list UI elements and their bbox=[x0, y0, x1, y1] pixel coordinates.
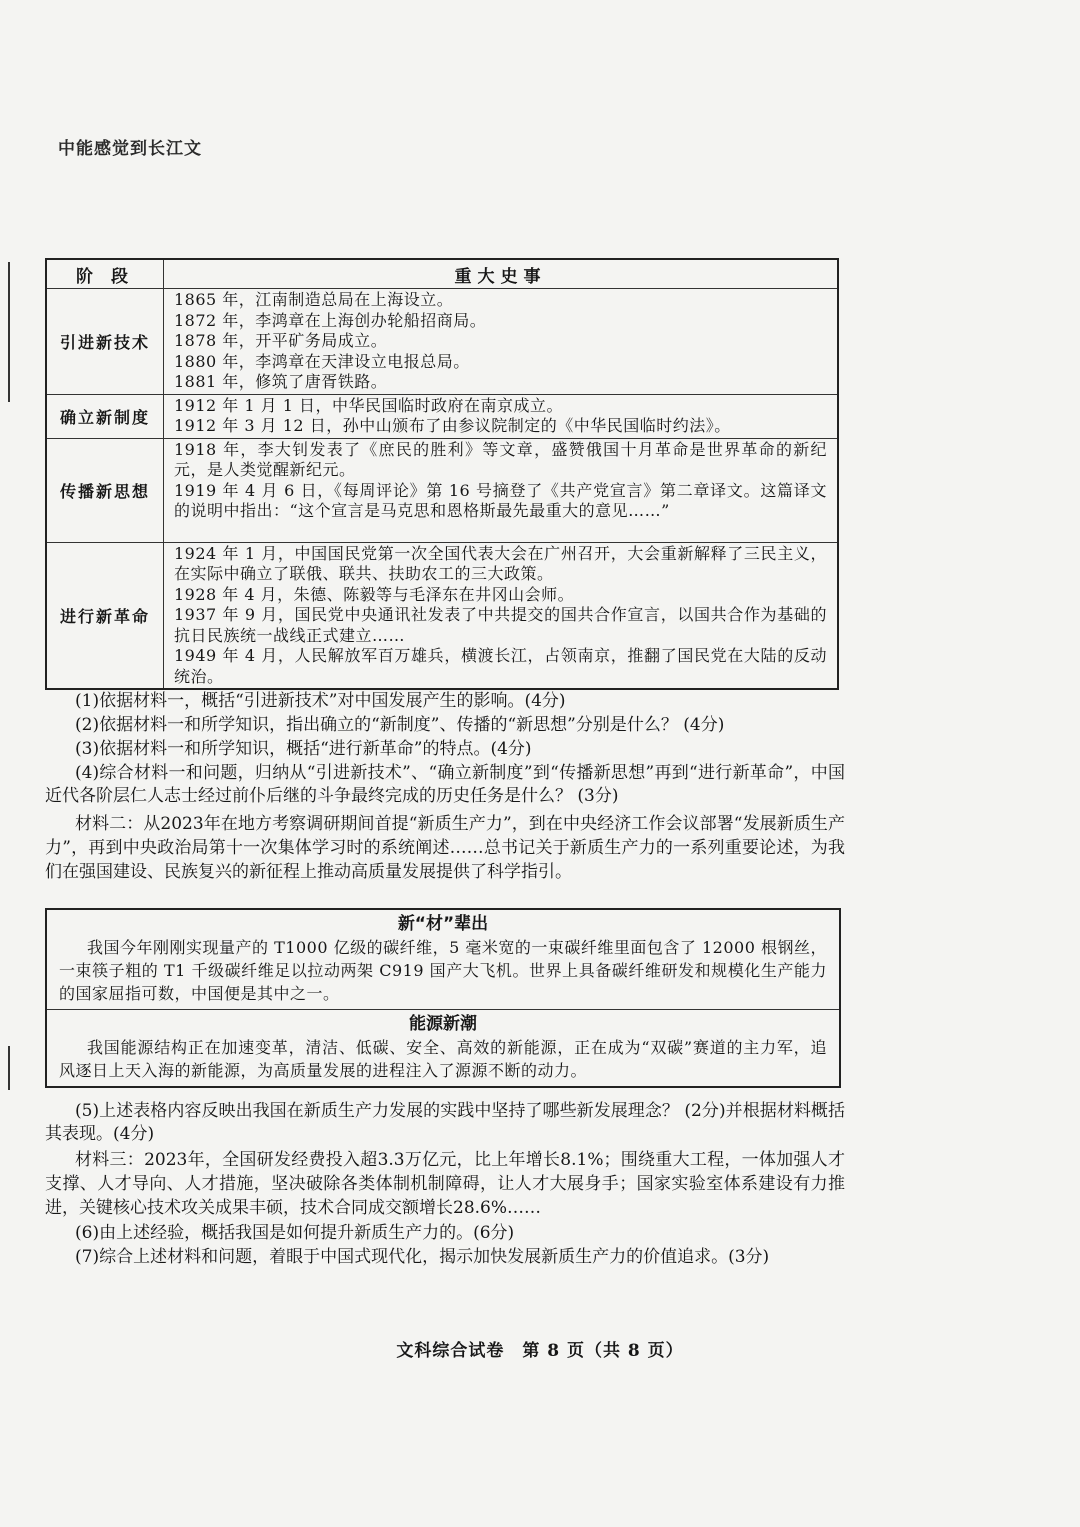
events-cell bbox=[164, 438, 839, 542]
event-item: 1872 年，李鸿章在上海创办轮船招商局。 bbox=[174, 310, 487, 330]
question-3: (3)依据材料一和所学知识，概括“进行新革命”的特点。(4分) bbox=[75, 739, 532, 759]
box-section-new-energy bbox=[47, 1009, 839, 1086]
event-item: 1937 年 9 月，国民党中央通讯社发表了中共提交的国共合作宣言，以国共合作为基础的抗日民族统一战线正式建立…… bbox=[174, 605, 827, 645]
material-3: 材料三：2023年，全国研发经费投入超3.3万亿元，比上年增长8.1%；围绕重大工程，一体加强人才支撑、人才导向、人才措施，坚决破除各类体制机制障碍，让人才大展身手；国家实验室体系建设有力推进，关键核心技术攻关成果丰硕，技术合同成交额增长28.6%…… bbox=[45, 1150, 845, 1218]
material-box bbox=[45, 908, 841, 1088]
event-item: 1878 年，开平矿务局成立。 bbox=[174, 331, 388, 350]
events-cell bbox=[164, 289, 839, 395]
stage-cell: 引进新技术 bbox=[46, 289, 164, 395]
scan-edge-mark bbox=[8, 1046, 10, 1090]
question-7: (7)综合上述材料和问题，着眼于中国式现代化，揭示加快发展新质生产力的价值追求。(3分) bbox=[75, 1247, 770, 1267]
events-cell bbox=[164, 542, 839, 689]
column-header-events: 重大史事 bbox=[164, 259, 839, 289]
box-section-title: 新“材”辈出 bbox=[397, 914, 489, 934]
scan-edge-mark bbox=[8, 262, 10, 402]
stage-cell: 传播新思想 bbox=[46, 438, 164, 542]
question-1: (1)依据材料一，概括“引进新技术”对中国发展产生的影响。(4分) bbox=[75, 691, 566, 711]
event-item: 1919 年 4 月 6 日，《每周评论》第 16 号摘登了《共产党宣言》第二章译文。这篇译文的说明中指出：“这个宣言是马克思和恩格斯最先最重大的意见……” bbox=[174, 480, 827, 520]
event-item: 1928 年 4 月，朱德、陈毅等与毛泽东在井冈山会师。 bbox=[174, 584, 575, 604]
stage-cell: 进行新革命 bbox=[46, 542, 164, 689]
box-section-body: 我国能源结构正在加速变革，清洁、低碳、安全、高效的新能源，正在成为“双碳”赛道的主力军，追风逐日上天入海的新能源，为高质量发展的进程注入了源源不断的动力。 bbox=[59, 1038, 827, 1080]
table-header-row bbox=[46, 259, 838, 289]
question-2: (2)依据材料一和所学知识，指出确立的“新制度”、传播的“新思想”分别是什么？ (4分) bbox=[75, 715, 725, 735]
question-5: (5)上述表格内容反映出我国在新质生产力发展的实践中坚持了哪些新发展理念？ (2分)并根据材料概括其表现。(4分) bbox=[45, 1101, 845, 1144]
question-6: (6)由上述经验，概括我国是如何提升新质生产力的。(6分) bbox=[75, 1223, 515, 1243]
event-item: 1918 年，李大钊发表了《庶民的胜利》等文章，盛赞俄国十月革命是世界革命的新纪元，是人类觉醒新纪元。 bbox=[174, 439, 827, 479]
table-row bbox=[46, 289, 838, 395]
header-fragment: 中能感觉到长江文 bbox=[58, 139, 202, 159]
box-section-new-materials bbox=[47, 910, 839, 1009]
box-section-title: 能源新潮 bbox=[409, 1014, 477, 1034]
history-events-table bbox=[45, 258, 839, 690]
event-item: 1924 年 1 月，中国国民党第一次全国代表大会在广州召开，大会重新解释了三民主义，在实际中确立了联俄、联共、扶助农工的三大政策。 bbox=[174, 543, 827, 583]
event-item: 1912 年 3 月 12 日，孙中山颁布了由参议院制定的《中华民国临时约法》。 bbox=[174, 416, 731, 435]
page-footer: 文科综合试卷 第 8 页（共 8 页） bbox=[396, 1341, 684, 1361]
table-row bbox=[46, 394, 838, 438]
event-item: 1949 年 4 月，人民解放军百万雄兵，横渡长江，占领南京，推翻了国民党在大陆的反动统治。 bbox=[174, 646, 827, 686]
column-header-stage: 阶 段 bbox=[46, 259, 164, 289]
stage-cell: 确立新制度 bbox=[46, 394, 164, 438]
question-4: (4)综合材料一和问题，归纳从“引进新技术”、“确立新制度”到“传播新思想”再到“进行新革命”，中国近代各阶层仁人志士经过前仆后继的斗争最终完成的历史任务是什么？ (3分) bbox=[45, 763, 845, 806]
table-row bbox=[46, 542, 838, 689]
event-item: 1881 年，修筑了唐胥铁路。 bbox=[174, 372, 388, 391]
event-item: 1865 年，江南制造总局在上海设立。 bbox=[174, 290, 454, 309]
events-cell bbox=[164, 394, 839, 438]
material-2: 材料二：从2023年在地方考察调研期间首提“新质生产力”，到在中央经济工作会议部署“发展新质生产力”，再到中央政治局第十一次集体学习时的系统阐述……总书记关于新质生产力的一系列重要论述，为我们在强国建设、民族复兴的新征程上推动高质量发展提供了科学指引。 bbox=[45, 814, 845, 882]
event-item: 1912 年 1 月 1 日，中华民国临时政府在南京成立。 bbox=[174, 395, 564, 415]
box-section-body: 我国今年刚刚实现量产的 T1000 亿级的碳纤维，5 毫米宽的一束碳纤维里面包含了 12000 根钢丝，一束筷子粗的 T1 千级碳纤维足以拉动两架 C919 国产大飞机。世界上具备碳纤维研发和规模化生产能力的国家屈指可数，中国便是其中之一。 bbox=[59, 938, 827, 1003]
table-row bbox=[46, 438, 838, 542]
event-item: 1880 年，李鸿章在天津设立电报总局。 bbox=[174, 351, 470, 371]
